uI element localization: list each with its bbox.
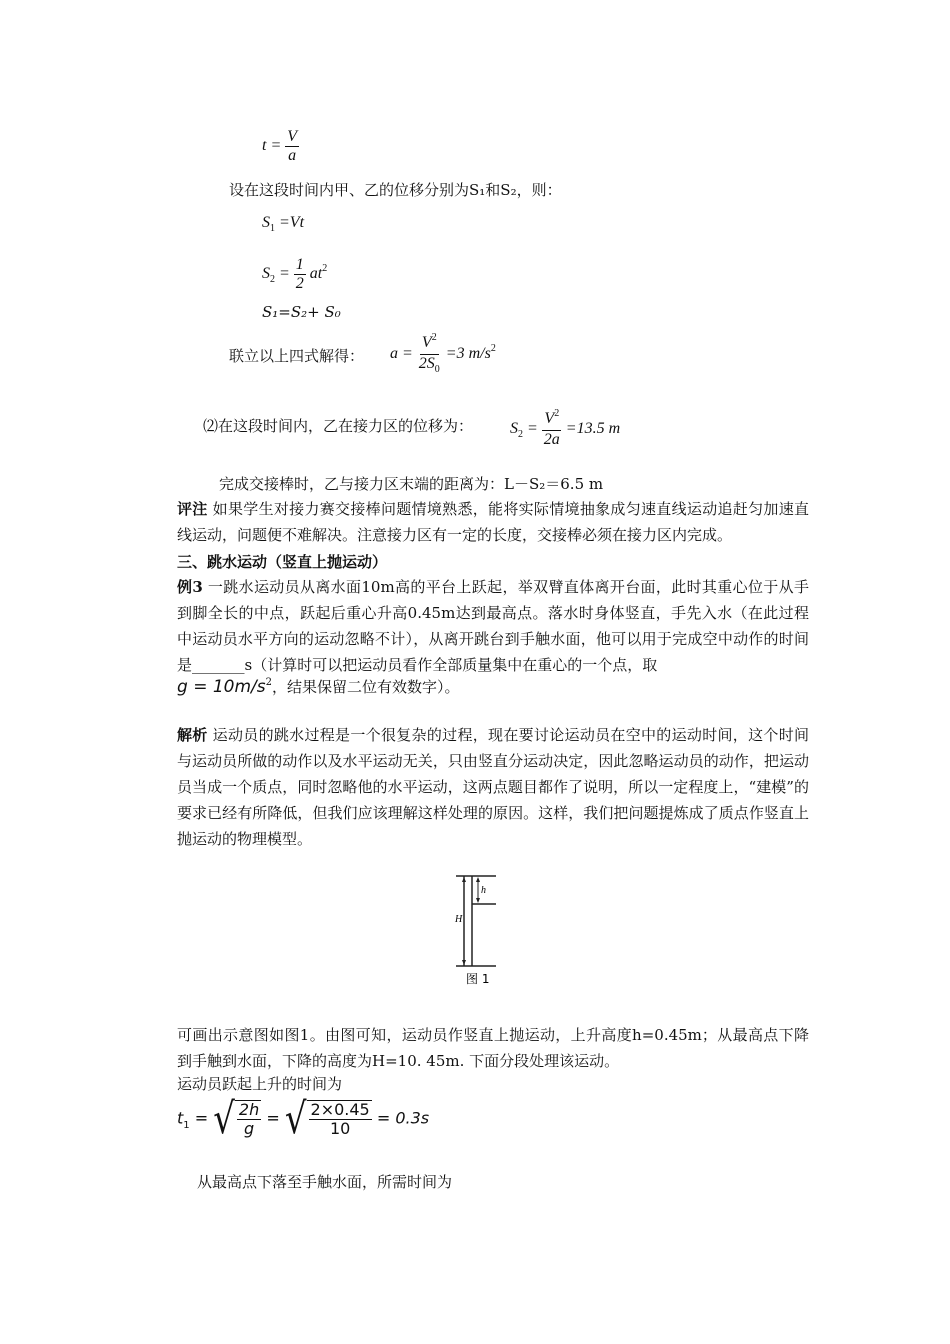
eq-t-lhs: t bbox=[262, 137, 267, 155]
comment-text: 如果学生对接力赛交接棒问题情境熟悉，能将实际情境抽象成匀速直线运动追赶匀加速直线运动，问题便不难解决。注意接力区有一定的长度，交接棒必须在接力区内完成。 bbox=[177, 500, 809, 544]
eq-s2-fraction bbox=[294, 256, 306, 293]
equation-s1-s2-s0: S₁=S₂+ S₀ bbox=[262, 303, 341, 321]
rise-label: 运动员跃起上升的时间为 bbox=[177, 1075, 343, 1093]
eq-s2-sup: 2 bbox=[322, 263, 328, 275]
eq-t1-lhs: t bbox=[177, 1108, 184, 1128]
eq-s2-denominator: 2 bbox=[295, 275, 304, 292]
analysis-label: 解析 bbox=[177, 726, 208, 744]
eq-s2b-fraction bbox=[542, 410, 562, 449]
equation-s1 bbox=[262, 214, 304, 232]
eq-s2b-num-base: V bbox=[544, 410, 555, 427]
eq-s2-sub: 2 bbox=[270, 274, 275, 286]
eq-s1-rhs: =Vt bbox=[279, 214, 305, 231]
figure-paragraph bbox=[177, 1022, 809, 1074]
example-g-value: g = 10m/s bbox=[177, 677, 266, 697]
example-tail: ，结果保留二位有效数字）。 bbox=[272, 678, 460, 696]
figure-h-arrowhead-up bbox=[476, 877, 480, 882]
eq-t1-equals-2: = bbox=[266, 1108, 280, 1128]
eq-s1-lhs: S bbox=[262, 214, 270, 231]
eq-t1-sqrt-2 bbox=[284, 1094, 372, 1144]
eq-t1-num-1: 2h bbox=[238, 1100, 260, 1119]
analysis-paragraph bbox=[177, 722, 809, 852]
example3-paragraph bbox=[177, 574, 809, 678]
comment-paragraph bbox=[177, 496, 809, 548]
eq-s2-rhs: at bbox=[309, 265, 323, 283]
eq-a-den-sub: 0 bbox=[434, 364, 440, 375]
eq-t1-result: = 0.3s bbox=[376, 1108, 430, 1128]
equation-s2-result bbox=[510, 410, 620, 449]
eq-t-fraction bbox=[285, 128, 299, 165]
eq-s2b-lhs: S bbox=[510, 420, 518, 438]
figure-1-diagram bbox=[448, 872, 508, 987]
eq-a-equals: = bbox=[402, 345, 413, 363]
eq-s2-equals: = bbox=[279, 265, 290, 283]
eq-s1-sub: 1 bbox=[270, 223, 275, 234]
example3-g-line bbox=[177, 676, 460, 697]
figure-label-H: H bbox=[455, 914, 463, 925]
equation-t bbox=[262, 128, 299, 165]
eq-a-den-base: 2S bbox=[418, 355, 435, 372]
part2-label: ⑵在这段时间内，乙在接力区的位移为： bbox=[203, 417, 474, 435]
eq-s2b-equals: = bbox=[527, 420, 538, 438]
figure-caption: 图 1 bbox=[466, 972, 490, 986]
displacement-intro: 设在这段时间内甲、乙的位移分别为S₁和S₂，则： bbox=[229, 181, 562, 199]
eq-t1-equals-1: = bbox=[194, 1108, 209, 1128]
eq-t1-den-2: 10 bbox=[329, 1119, 351, 1138]
eq-t1-sqrt-1 bbox=[213, 1094, 261, 1144]
section3-title: 三、跳水运动（竖直上抛运动） bbox=[177, 553, 388, 571]
solve-label: 联立以上四式解得： bbox=[229, 347, 365, 365]
eq-s2b-result: =13.5 m bbox=[565, 420, 621, 438]
eq-a-num-sup: 2 bbox=[431, 332, 437, 343]
eq-t-equals: = bbox=[270, 137, 282, 155]
comment-label: 评注 bbox=[177, 500, 208, 518]
equation-t1 bbox=[177, 1094, 430, 1144]
eq-t1-num-2: 2×0.45 bbox=[310, 1100, 370, 1119]
figure-h-arrowhead-down bbox=[476, 898, 480, 903]
eq-a-result-sup: 2 bbox=[490, 343, 496, 355]
eq-s2b-num-sup: 2 bbox=[554, 408, 560, 419]
complete-line: 完成交接棒时，乙与接力区末端的距离为：L－S₂＝6.5 m bbox=[219, 475, 604, 493]
eq-s2-lhs: S bbox=[262, 265, 270, 283]
equation-a bbox=[390, 334, 496, 375]
sqrt-icon: √ bbox=[213, 1094, 235, 1144]
eq-a-num-base: V bbox=[421, 334, 432, 351]
eq-s2-numerator: 1 bbox=[295, 256, 304, 273]
eq-a-lhs: a bbox=[390, 345, 398, 363]
figure-H-arrowhead-down bbox=[462, 960, 466, 965]
equation-s2 bbox=[262, 256, 327, 293]
eq-t-denominator: a bbox=[288, 147, 297, 164]
figure-H-arrowhead-up bbox=[462, 877, 466, 882]
eq-s2b-denominator: 2a bbox=[543, 431, 560, 448]
example-g-sup: 2 bbox=[265, 677, 272, 688]
eq-t1-den-1: g bbox=[244, 1119, 255, 1138]
analysis-text: 运动员的跳水过程是一个很复杂的过程，现在要讨论运动员在空中的运动时间，这个时间与运动员所做的动作以及水平运动无关，只由竖直分运动决定，因此忽略运动员的动作，把运动员当成一个质点，同时忽略他的水平运动，这两点题目都作了说明，所以一定程度上，“建模”的要求已经有所降低，但我们应该理解这样处理的原因。这样，我们把问题提炼成了质点作竖直上抛运动的物理模型。 bbox=[177, 726, 809, 848]
figure-text: 可画出示意图如图1。由图可知，运动员作竖直上抛运动，上升高度h=0.45m；从最高点下降到手触到水面，下降的高度为H=10. 45m. 下面分段处理该运动。 bbox=[177, 1026, 809, 1070]
eq-t1-sub: 1 bbox=[183, 1119, 190, 1131]
eq-s2b-sub: 2 bbox=[518, 429, 523, 441]
eq-t-numerator: V bbox=[287, 128, 298, 145]
example-label: 例3 bbox=[177, 578, 203, 596]
eq-a-result: =3 m/s bbox=[445, 345, 491, 363]
sqrt-icon: √ bbox=[284, 1094, 307, 1144]
figure-label-h: h bbox=[481, 885, 486, 896]
fall-label: 从最高点下落至手触水面，所需时间为 bbox=[197, 1173, 453, 1191]
example-text: 一跳水运动员从离水面10m高的平台上跃起，举双臂直体离开台面，此时其重心位于从手到脚全长的中点，跃起后重心升高0.45m达到最高点。落水时身体竖直，手先入水（在此过程中运动员水平方向的运动忽略不计），从离开跳台到手触水面，他可以用于完成空中动作的时间是_______s（计算时可以把运动员看作全部质量集中在重心的一个点，取 bbox=[177, 578, 810, 674]
eq-a-fraction bbox=[417, 334, 442, 375]
